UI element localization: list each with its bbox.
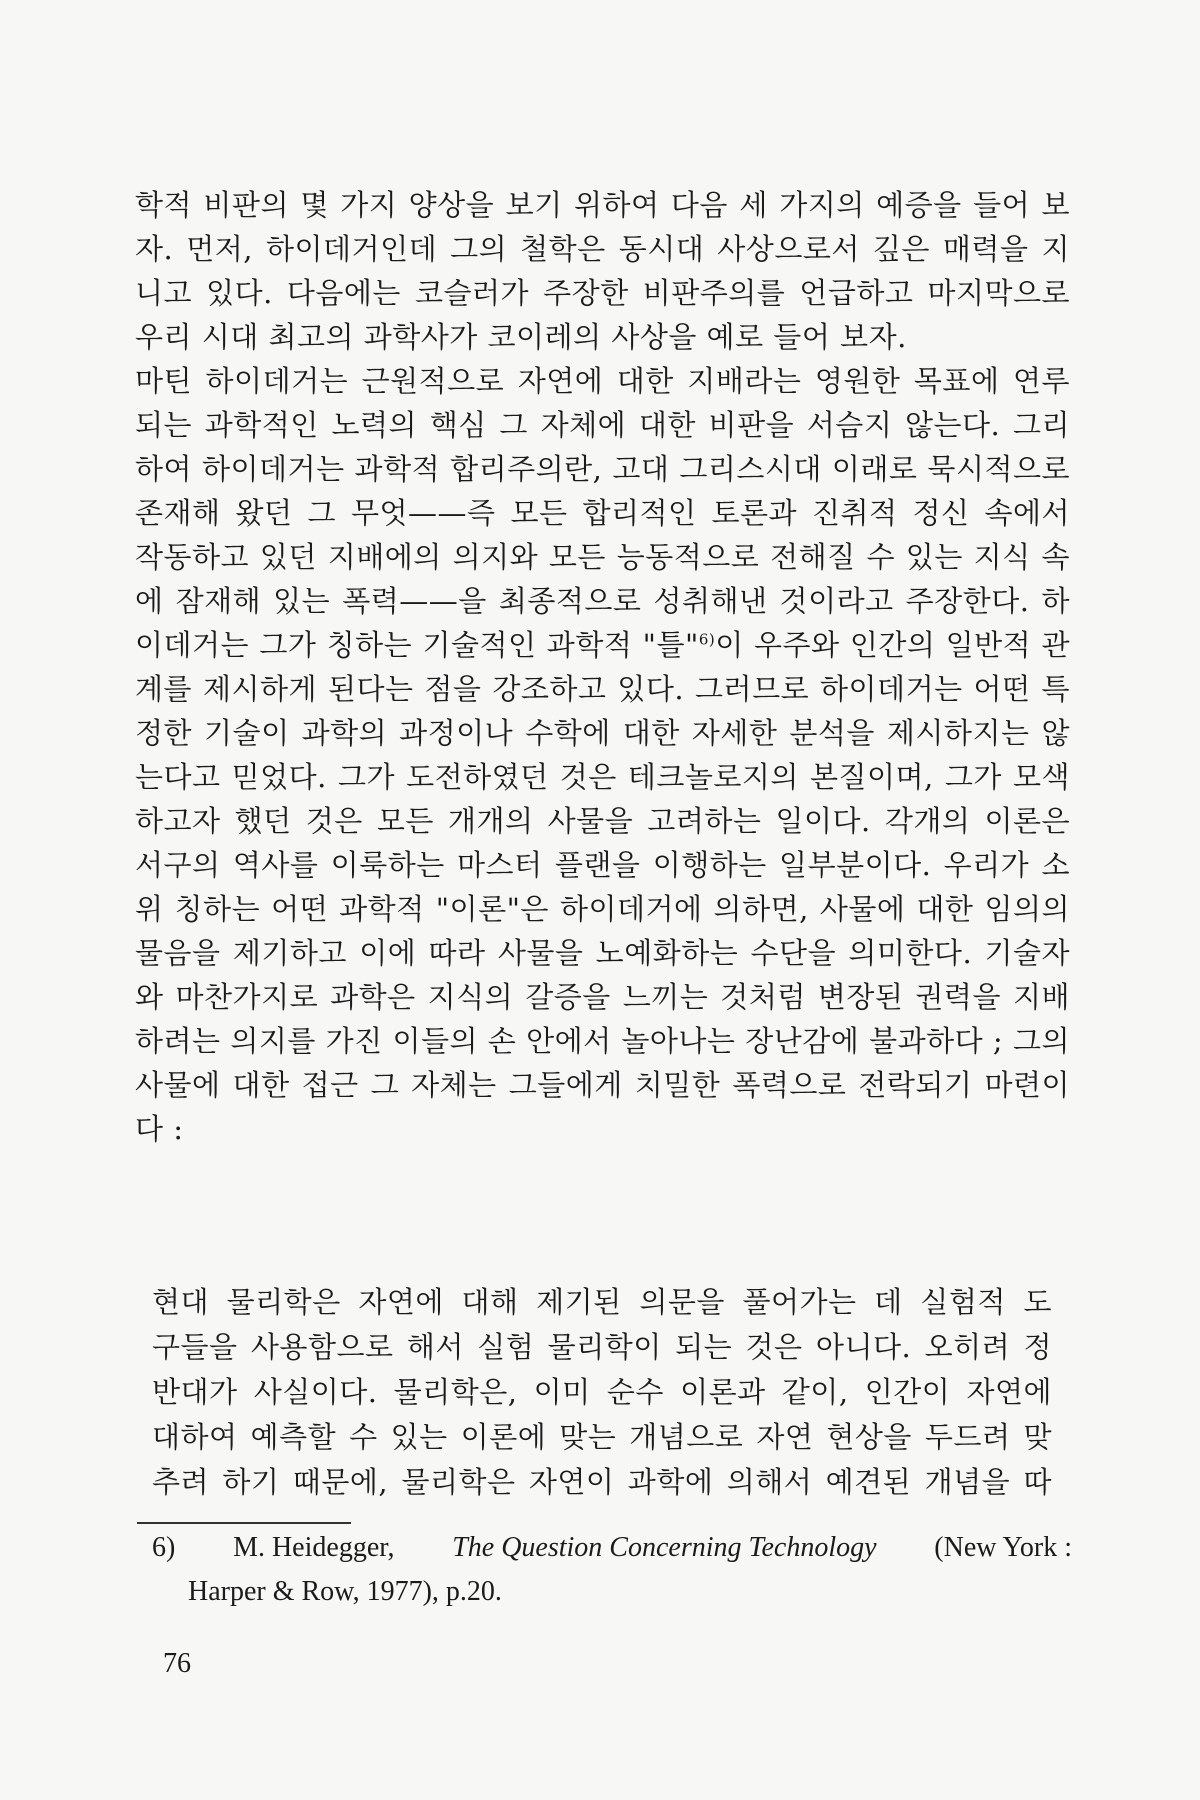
- text-line: 와 마찬가지로 과학은 지식의 갈증을 느끼는 것처럼 변장된 권력을 지배: [135, 980, 1070, 1014]
- text-line: 하고자 했던 것은 모든 개개의 사물을 고려하는 일이다. 각개의 이론은: [135, 804, 1070, 838]
- text-line: 작동하고 있던 지배에의 의지와 모든 능동적으로 전해질 수 있는 지식 속: [135, 540, 1070, 574]
- quote-line: 현대 물리학은 자연에 대해 제기된 의문을 풀어가는 데 실험적 도: [152, 1285, 1052, 1319]
- text-line: 계를 제시하게 된다는 점을 강조하고 있다. 그러므로 하이데거는 어떤 특: [135, 672, 1070, 706]
- footnote-title: The Question Concerning Technology: [452, 1532, 877, 1563]
- text-line: 하여 하이데거는 과학적 합리주의란, 고대 그리스시대 이래로 묵시적으로: [135, 452, 1070, 486]
- text-line: 마틴 하이데거는 근원적으로 자연에 대한 지배라는 영원한 목표에 연루: [135, 364, 1070, 398]
- text-line: 되는 과학적인 노력의 핵심 그 자체에 대한 비판을 서슴지 않는다. 그리: [135, 408, 1070, 442]
- text-line: 에 잠재해 있는 폭력——을 최종적으로 성취해낸 것이라고 주장한다. 하: [135, 584, 1070, 618]
- text-line: 니고 있다. 다음에는 코슬러가 주장한 비판주의를 언급하고 마지막으로: [135, 276, 1070, 310]
- quote-line: 구들을 사용함으로 해서 실험 물리학이 되는 것은 아니다. 오히려 정: [152, 1330, 1052, 1364]
- quote-line: 추려 하기 때문에, 물리학은 자연이 과학에 의해서 예견된 개념을 따: [152, 1465, 1052, 1499]
- page-number: 76: [163, 1648, 191, 1679]
- footnote-author: M. Heidegger,: [233, 1532, 395, 1563]
- text-segment: 이데거는 그가 칭하는 기술적인 과학적 "틀": [135, 628, 699, 662]
- footnote: [152, 1526, 1072, 1614]
- text-line: 자. 먼저, 하이데거인데 그의 철학은 동시대 사상으로서 깊은 매력을 지: [135, 232, 1070, 266]
- text-line: 정한 기술이 과학의 과정이나 수학에 대한 자세한 분석을 제시하지는 않: [135, 716, 1070, 750]
- footnote-number: 6): [152, 1532, 176, 1563]
- text-line: 존재해 왔던 그 무엇——즉 모든 합리적인 토론과 진취적 정신 속에서: [135, 496, 1070, 530]
- quote-line: 반대가 사실이다. 물리학은, 이미 순수 이론과 같이, 인간이 자연에: [152, 1375, 1052, 1409]
- text-line: 학적 비판의 몇 가지 양상을 보기 위하여 다음 세 가지의 예증을 들어 보: [135, 188, 1070, 222]
- footnote-reference[interactable]: 6): [698, 630, 716, 649]
- text-segment: 이 우주와 인간의 일반적 관: [715, 628, 1070, 662]
- text-line-with-footnote-ref: [135, 623, 1070, 667]
- text-line: 다 :: [135, 1112, 184, 1146]
- footnote-divider: [137, 1522, 351, 1524]
- footnote-publisher: (New York :: [934, 1532, 1072, 1563]
- body-text: [135, 183, 1070, 1151]
- text-line: 하려는 의지를 가진 이들의 손 안에서 놀아나는 장난감에 불과하다 ; 그의: [135, 1024, 1070, 1058]
- text-line: 서구의 역사를 이룩하는 마스터 플랜을 이행하는 일부분이다. 우리가 소: [135, 848, 1070, 882]
- text-line: 물음을 제기하고 이에 따라 사물을 노예화하는 수단을 의미한다. 기술자: [135, 936, 1070, 970]
- quote-line: 대하여 예측할 수 있는 이론에 맞는 개념으로 자연 현상을 두드려 맞: [152, 1420, 1052, 1454]
- text-line: 사물에 대한 접근 그 자체는 그들에게 치밀한 폭력으로 전락되기 마련이: [135, 1068, 1070, 1102]
- footnote-line: Harper & Row, 1977), p.20.: [188, 1576, 502, 1607]
- block-quote: [152, 1280, 1052, 1505]
- text-line: 는다고 믿었다. 그가 도전하였던 것은 테크놀로지의 본질이며, 그가 모색: [135, 760, 1070, 794]
- text-line: 위 칭하는 어떤 과학적 "이론"은 하이데거에 의하면, 사물에 대한 임의의: [135, 892, 1070, 926]
- footnote-line: [152, 1526, 1072, 1570]
- text-line: 우리 시대 최고의 과학사가 코이레의 사상을 예로 들어 보자.: [135, 320, 907, 354]
